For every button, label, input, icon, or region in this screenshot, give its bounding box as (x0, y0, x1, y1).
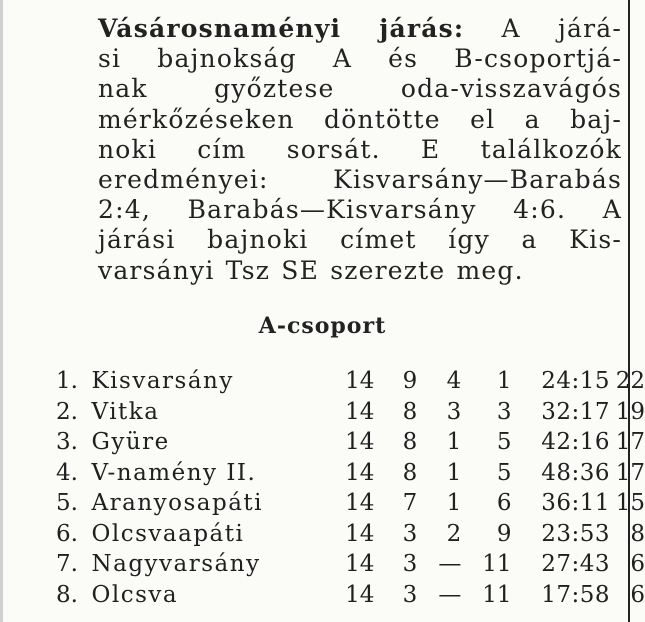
table-row (56, 397, 645, 428)
table-team-name: V-namény II. (91, 459, 257, 486)
table-row (56, 366, 645, 397)
table-played: 14 (345, 551, 375, 578)
table-won: 8 (402, 459, 418, 486)
article-paragraph (98, 14, 622, 286)
table-points: 6 (630, 581, 645, 608)
table-won: 3 (402, 520, 418, 547)
table-lost: 5 (496, 459, 512, 486)
table-team-name: Vitka (91, 398, 160, 425)
table-position: 6. (56, 520, 78, 547)
table-drawn: 3 (446, 398, 462, 425)
article-line (98, 44, 622, 74)
table-position: 5. (56, 490, 78, 517)
table-played: 14 (345, 581, 375, 608)
table-lost: 5 (496, 429, 512, 456)
table-goals: 23:53 (541, 520, 610, 547)
table-position: 4. (56, 459, 78, 486)
table-position: 2. (56, 398, 78, 425)
table-lost: 1 (496, 368, 512, 395)
table-points: 19 (615, 398, 645, 425)
table-position: 1. (56, 368, 78, 395)
table-points: 17 (615, 429, 645, 456)
table-drawn: — (438, 551, 462, 578)
table-points: 6 (630, 551, 645, 578)
article-line-text: eredményei: Kisvarsány—Barabás (98, 164, 622, 194)
article-line (98, 105, 622, 135)
table-team-name: Aranyosapáti (91, 490, 264, 517)
table-position: 7. (56, 551, 78, 578)
table-lost: 9 (496, 520, 512, 547)
table-row (56, 580, 645, 611)
article-line (98, 225, 622, 255)
article-lead-heading: Vásárosnaményi járás: (98, 14, 465, 43)
article-line (98, 14, 622, 44)
table-team-name: Olcsvaapáti (91, 520, 245, 547)
table-points: 17 (615, 459, 645, 486)
article-line-text: nak győztese oda-visszavágós (98, 74, 622, 104)
table-won: 9 (402, 368, 418, 395)
table-row (56, 427, 645, 458)
table-team-name: Gyüre (91, 429, 170, 456)
table-goals: 27:43 (541, 551, 610, 578)
table-row (56, 549, 645, 580)
table-drawn: — (438, 581, 462, 608)
table-lost: 11 (482, 551, 512, 578)
table-drawn: 1 (446, 429, 462, 456)
table-row (56, 519, 645, 550)
article-line (98, 135, 622, 165)
table-lost: 3 (496, 398, 512, 425)
article-line (98, 256, 622, 286)
table-goals: 48:36 (541, 459, 610, 486)
article-line-text: si bajnokság A és B-csoportjá- (98, 44, 622, 74)
table-drawn: 1 (446, 459, 462, 486)
table-lost: 6 (496, 490, 512, 517)
table-won: 3 (402, 581, 418, 608)
table-goals: 24:15 (541, 368, 610, 395)
standings-title: A-csoport (258, 313, 387, 339)
table-goals: 32:17 (541, 398, 610, 425)
table-won: 7 (402, 490, 418, 517)
table-goals: 17:58 (541, 581, 610, 608)
table-team-name: Kisvarsány (91, 368, 234, 395)
table-lost: 11 (482, 581, 512, 608)
article-line-text: járási bajnoki címet így a Kis- (98, 225, 622, 255)
table-team-name: Olcsva (91, 581, 179, 608)
table-position: 3. (56, 429, 78, 456)
table-drawn: 2 (446, 520, 462, 547)
table-goals: 42:16 (541, 429, 610, 456)
table-played: 14 (345, 520, 375, 547)
article-line-text: A járá- (464, 14, 622, 43)
article-line-text: varsányi Tsz SE szerezte meg. (98, 255, 524, 285)
table-points: 15 (615, 490, 645, 517)
left-edge-rule (0, 0, 3, 622)
table-played: 14 (345, 398, 375, 425)
table-played: 14 (345, 368, 375, 395)
article-line (98, 74, 622, 104)
article-line (98, 195, 622, 225)
table-team-name: Nagyvarsány (91, 551, 261, 578)
table-goals: 36:11 (541, 490, 610, 517)
table-points: 8 (630, 520, 645, 547)
table-played: 14 (345, 429, 375, 456)
standings-table (56, 366, 645, 610)
article-line (98, 165, 622, 195)
table-played: 14 (345, 459, 375, 486)
table-won: 8 (402, 398, 418, 425)
table-position: 8. (56, 581, 78, 608)
table-won: 3 (402, 551, 418, 578)
table-played: 14 (345, 490, 375, 517)
article-line-text: mérkőzéseken döntötte el a baj- (98, 104, 622, 134)
article-line-text: 2:4, Barabás—Kisvarsány 4:6. A (98, 195, 622, 225)
table-won: 8 (402, 429, 418, 456)
table-drawn: 1 (446, 490, 462, 517)
table-drawn: 4 (446, 368, 462, 395)
table-points: 22 (615, 368, 645, 395)
article-line-text: noki cím sorsát. E találkozók (98, 134, 622, 164)
table-row (56, 488, 645, 519)
table-row (56, 458, 645, 489)
